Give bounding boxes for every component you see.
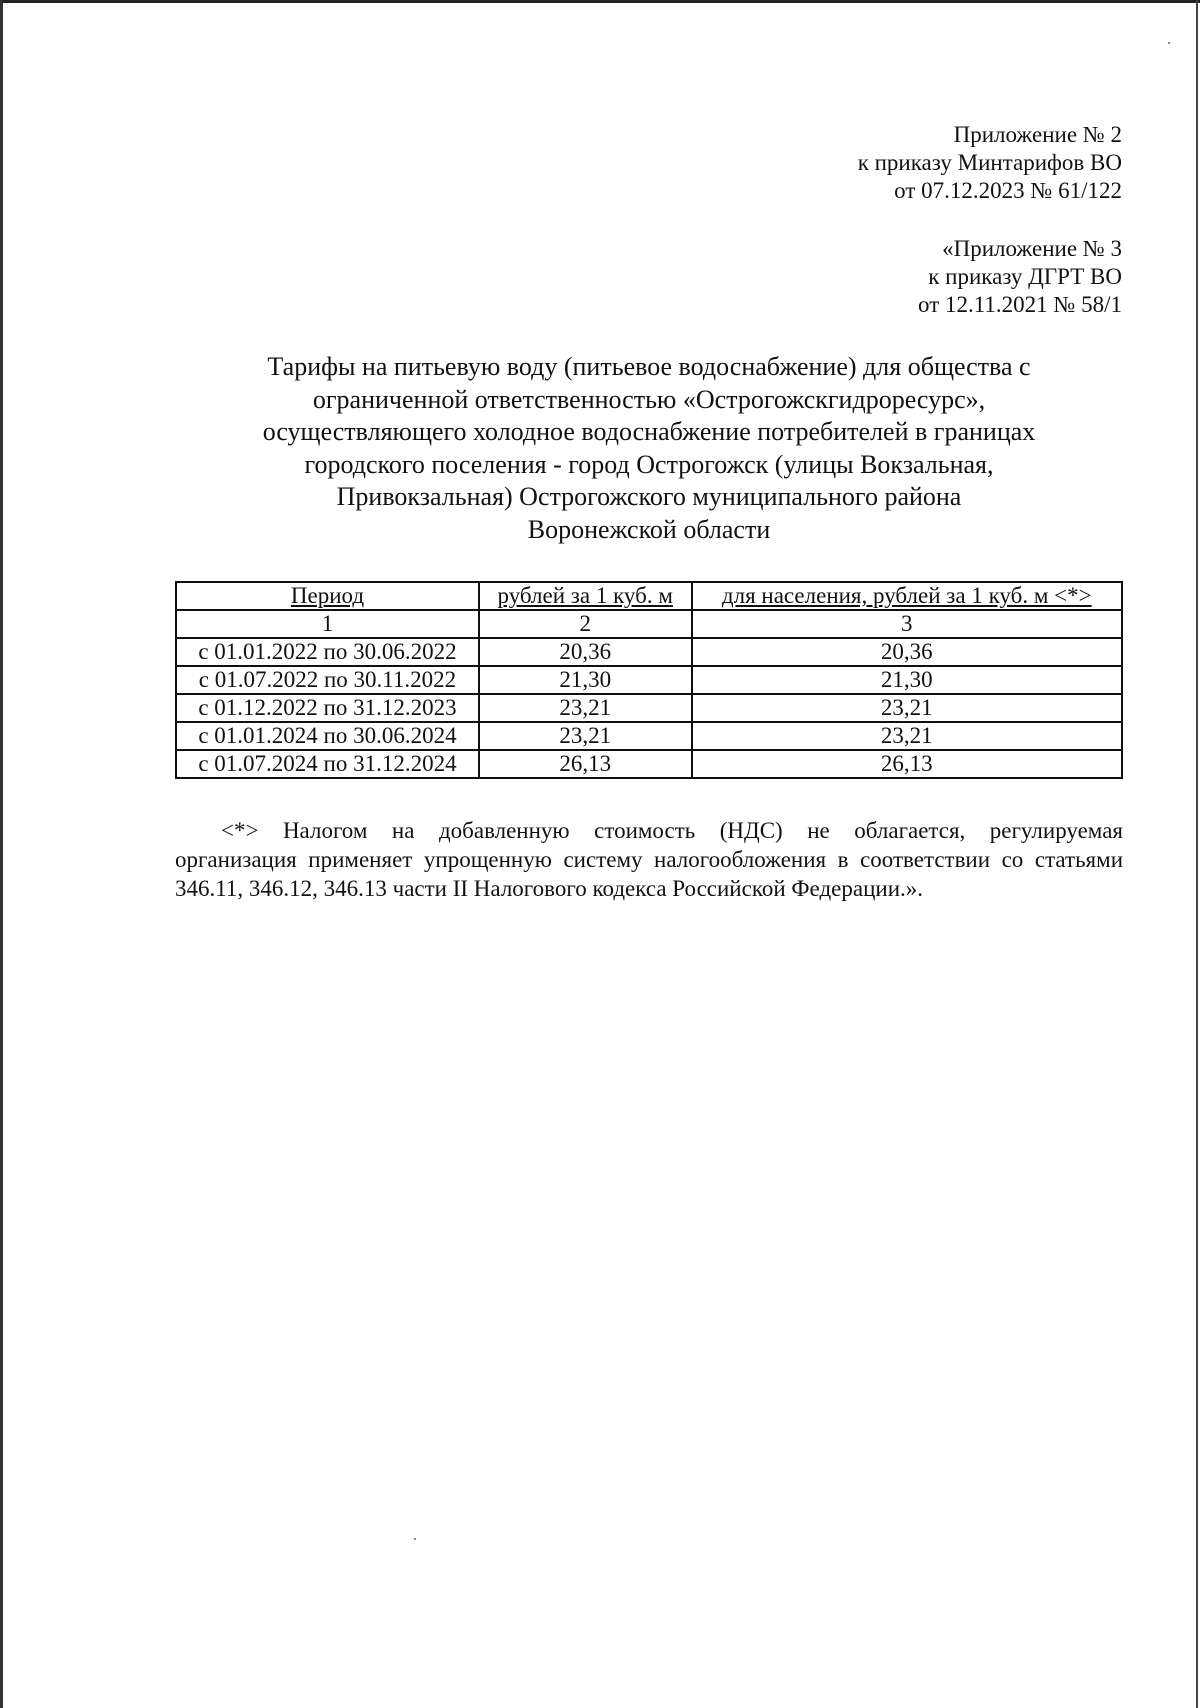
- title-line: городского поселения - город Острогожск (улицы Вокзальная,: [304, 449, 994, 479]
- header-population-price: [692, 582, 1123, 610]
- table-row: [176, 638, 1122, 666]
- table-row: [176, 750, 1122, 778]
- price-cell: 26,13: [479, 750, 692, 778]
- annex-previous-date: от 12.11.2021 № 58/1: [918, 292, 1122, 317]
- table-row: [176, 666, 1122, 694]
- annex-current-date: от 07.12.2023 № 61/122: [894, 178, 1122, 203]
- table-row: [176, 694, 1122, 722]
- title-line: ограниченной ответственностью «Острогожскгидроресурс»,: [312, 384, 986, 414]
- title-line: Тарифы на питьевую воду (питьевое водоснабжение) для общества с: [267, 352, 1031, 381]
- column-number-row: [176, 610, 1122, 638]
- title-line: осуществляющего холодное водоснабжение потребителей в границах: [262, 417, 1036, 446]
- footnote-line: организация применяет упрощенную систему налогообложения в соответствии со статьями: [175, 847, 1123, 872]
- price-cell: 23,21: [479, 722, 692, 750]
- annex-current-header: [858, 121, 1122, 205]
- footnote-line: <*> Налогом на добавленную стоимость (НДС) не облагается, регулируемая: [221, 818, 1123, 843]
- period-cell: с 01.07.2022 по 30.11.2022: [176, 666, 479, 694]
- period-cell: с 01.12.2022 по 31.12.2023: [176, 694, 479, 722]
- price-cell: 20,36: [479, 638, 692, 666]
- scan-edge-top: [0, 0, 1200, 3]
- price-cell: 21,30: [479, 666, 692, 694]
- tax-footnote: [175, 816, 1123, 903]
- header-population-label: для населения, рублей за 1 куб. м <*>: [721, 583, 1092, 608]
- footnote-line: 346.11, 346.12, 346.13 части II Налогового кодекса Российской Федерации.».: [175, 876, 924, 901]
- header-period: [176, 582, 479, 610]
- tariff-table: [175, 581, 1123, 779]
- header-price-label: рублей за 1 куб. м: [497, 583, 673, 608]
- population-price-cell: 20,36: [692, 638, 1123, 666]
- document-title: [175, 351, 1123, 546]
- header-period-label: Период: [290, 583, 365, 608]
- table-row: [176, 722, 1122, 750]
- title-line: Воронежской области: [527, 514, 771, 544]
- scan-edge-right: [1196, 0, 1198, 1708]
- column-number: 3: [692, 610, 1123, 638]
- annex-previous-header: [918, 235, 1122, 319]
- population-price-cell: 26,13: [692, 750, 1123, 778]
- annex-current-title: Приложение № 2: [953, 122, 1122, 147]
- scan-speck: [1168, 42, 1170, 44]
- scan-edge-left: [0, 0, 3, 1708]
- column-number: 1: [176, 610, 479, 638]
- header-price: [479, 582, 692, 610]
- annex-current-order: к приказу Минтарифов ВО: [857, 150, 1122, 175]
- annex-previous-order: к приказу ДГРТ ВО: [928, 264, 1122, 289]
- annex-previous-title: «Приложение № 3: [942, 236, 1122, 261]
- population-price-cell: 23,21: [692, 722, 1123, 750]
- scan-speck: [414, 1538, 416, 1540]
- table-header-row: [176, 582, 1122, 610]
- column-number: 2: [479, 610, 692, 638]
- population-price-cell: 23,21: [692, 694, 1123, 722]
- period-cell: с 01.01.2022 по 30.06.2022: [176, 638, 479, 666]
- price-cell: 23,21: [479, 694, 692, 722]
- population-price-cell: 21,30: [692, 666, 1123, 694]
- period-cell: с 01.01.2024 по 30.06.2024: [176, 722, 479, 750]
- title-line: Привокзальная) Острогожского муниципального района: [336, 482, 962, 511]
- period-cell: с 01.07.2024 по 31.12.2024: [176, 750, 479, 778]
